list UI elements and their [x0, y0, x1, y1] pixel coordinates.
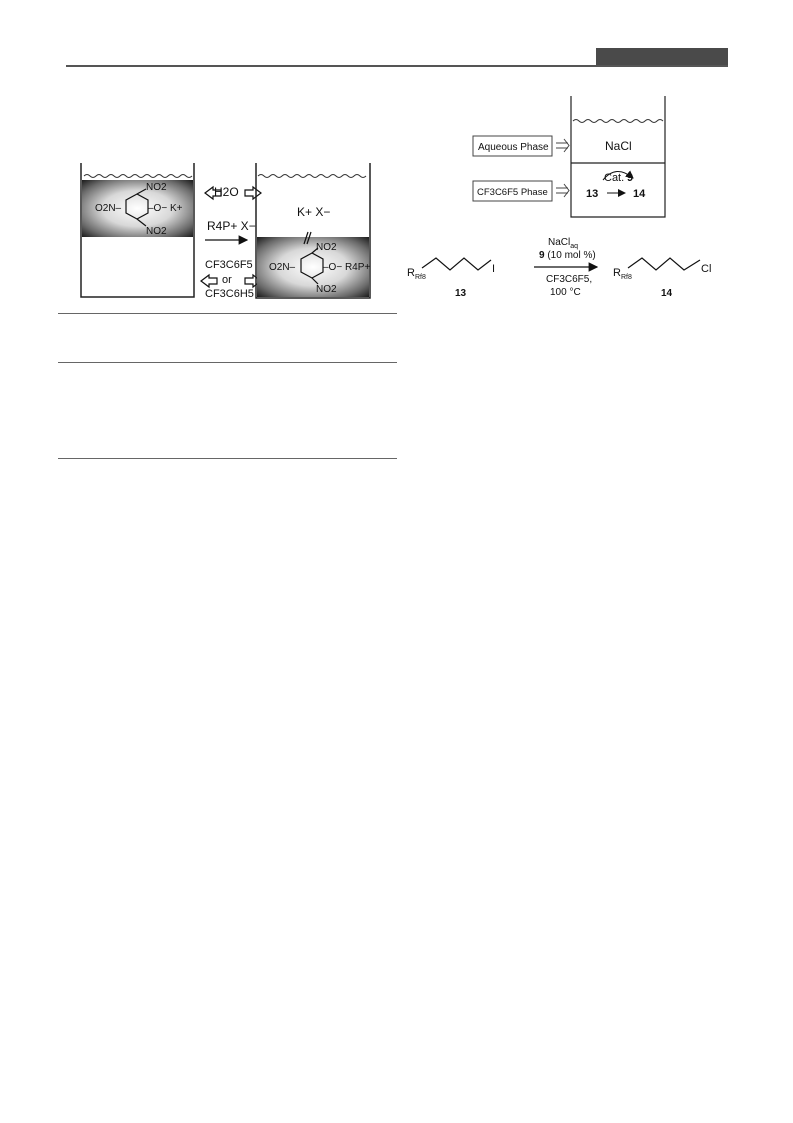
water-label: H2O	[214, 185, 239, 199]
nacl-label: NaCl	[605, 139, 632, 153]
iodide-label: I	[492, 263, 496, 275]
left-meniscus	[84, 175, 192, 178]
fluorous-arrow-icon	[556, 184, 569, 197]
left-beaker	[81, 163, 194, 297]
salt-out-label: K+ X−	[297, 205, 331, 219]
right-figure	[473, 96, 665, 217]
aqueous-phase-label: Aqueous Phase	[478, 142, 549, 153]
rf8-left: $R_{Rf8}$	[407, 267, 426, 281]
open-arrow-left-2-icon	[201, 275, 217, 287]
reaction-scheme	[407, 237, 711, 299]
solvent-a-label: CF3C6F5	[205, 259, 253, 271]
phase-meniscus	[573, 120, 663, 123]
caption-rule-middle	[58, 362, 397, 363]
caption-rule-bottom	[58, 458, 397, 459]
product-14: 14	[633, 188, 646, 200]
left-middle-labels	[201, 185, 261, 300]
substrate-13: 13	[586, 188, 599, 200]
nacl-aq-label: NaCl$_{aq}$	[548, 237, 579, 250]
cat-label: Cat.	[604, 172, 625, 184]
scheme-solvent: CF3C6F5,	[546, 274, 593, 285]
right-or4p: –O− R4P+	[323, 262, 371, 273]
chain-left	[422, 258, 491, 270]
catalyst-label: R4P+ X−	[207, 219, 256, 233]
open-arrow-right-1-icon	[245, 187, 261, 199]
right-o2n: O2N–	[269, 262, 296, 273]
cat-number: 9	[627, 172, 634, 184]
left-figure	[81, 163, 370, 300]
catalyst-loading: 9 (10 mol %)	[539, 250, 596, 261]
caption-rule-top	[58, 313, 397, 314]
left-top-no2: NO2	[146, 182, 167, 193]
scheme-temperature: 100 °C	[550, 287, 581, 298]
compound-13-label: 13	[455, 288, 467, 299]
right-top-no2: NO2	[316, 242, 337, 253]
left-bottom-no2: NO2	[146, 226, 167, 237]
fluorous-phase-label: CF3C6F5 Phase	[477, 187, 548, 198]
chloride-label: Cl	[701, 263, 712, 275]
right-bottom-no2: NO2	[316, 284, 337, 295]
right-meniscus	[258, 175, 366, 178]
aqueous-arrow-icon	[556, 139, 569, 152]
left-o2n: O2N–	[95, 203, 122, 214]
chain-right	[628, 258, 700, 270]
rf8-right: $R_{Rf8}$	[613, 267, 632, 281]
compound-14-label: 14	[661, 288, 673, 299]
solvent-or-label: or	[222, 274, 232, 286]
left-ok: –O− K+	[148, 203, 183, 214]
solvent-b-label: CF3C6H5	[205, 288, 254, 300]
